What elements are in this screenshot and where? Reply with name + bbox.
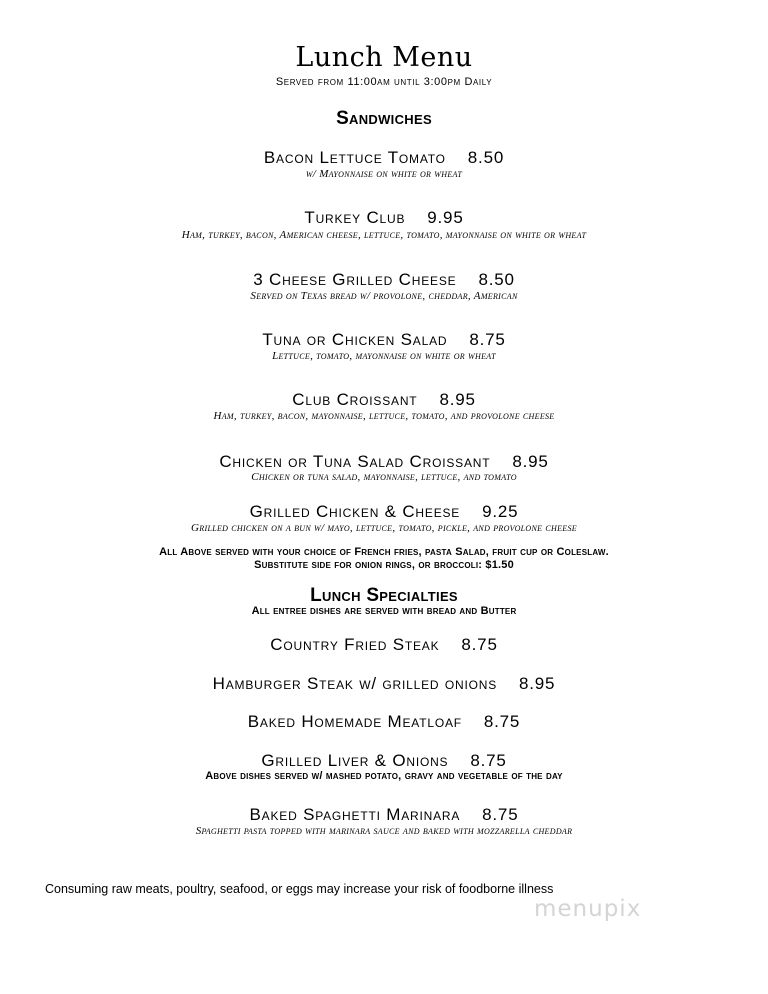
menu-item-description: Lettuce, tomato, mayonnaise on white or wheat: [272, 350, 496, 362]
menu-item-name: Baked Homemade Meatloaf: [247, 712, 462, 731]
page-title: Lunch Menu: [295, 42, 473, 73]
menu-item-price: 9.25: [482, 502, 519, 521]
serving-hours: Served from 11:00am until 3:00pm Daily: [275, 76, 493, 88]
menu-item-name: Turkey Club: [304, 208, 406, 227]
menu-item-name: Baked Spaghetti Marinara: [249, 805, 461, 824]
menu-item-price: 8.95: [439, 390, 476, 409]
dishes-side-note: Above dishes served w/ mashed potato, gravy and vegetable of the day: [205, 770, 563, 782]
menu-item-price: 8.95: [519, 674, 556, 693]
menu-item-description: Spaghetti pasta topped with marinara sauce and baked with mozzarella cheddar: [195, 825, 573, 837]
menu-item: [0, 390, 768, 410]
menu-item-name: Tuna or Chicken Salad: [262, 330, 448, 349]
substitute-note: Substitute side for onion rings, or broccoli: $1.50: [254, 559, 514, 571]
menu-item-name: Country Fried Steak: [270, 635, 440, 654]
menu-item: [0, 148, 768, 168]
menu-item-description: Chicken or tuna salad, mayonnaise, lettuce, and tomato: [251, 471, 517, 483]
menu-item: [0, 751, 768, 771]
menu-item-name: Bacon Lettuce Tomato: [263, 148, 446, 167]
menu-item: [0, 635, 768, 655]
menu-item-price: 8.75: [470, 751, 507, 770]
menu-item-price: 8.75: [483, 712, 521, 731]
menu-item-name: Grilled Chicken & Cheese: [249, 502, 461, 521]
menu-item-name: Chicken or Tuna Salad Croissant: [219, 452, 491, 471]
menu-item-description: w/ Mayonnaise on white or wheat: [305, 168, 463, 180]
section-heading-sandwiches: Sandwiches: [336, 108, 432, 129]
menu-item-description: Grilled chicken on a bun w/ mayo, lettuce, tomato, pickle, and provolone cheese: [191, 522, 577, 534]
menu-item-description: Ham, turkey, bacon, mayonnaise, lettuce, tomato, and provolone cheese: [213, 410, 555, 422]
menu-item-name: Club Croissant: [292, 390, 418, 409]
menu-item: [0, 330, 768, 350]
menu-item-name: 3 Cheese Grilled Cheese: [253, 270, 457, 289]
menu-item: [0, 674, 768, 694]
menu-item: [0, 208, 768, 228]
menu-item-price: 8.50: [478, 270, 515, 289]
menu-item: [0, 502, 768, 522]
section-heading-specialties: Lunch Specialties: [310, 585, 458, 606]
watermark: menupix: [534, 896, 642, 922]
menu-item: [0, 712, 768, 732]
foodborne-illness-warning: Consuming raw meats, poultry, seafood, or eggs may increase your risk of foodborne illness: [45, 882, 554, 896]
specialties-subheading: All entree dishes are served with bread and Butter: [251, 605, 517, 617]
menu-item-price: 8.50: [467, 148, 505, 167]
menu-item-name: Hamburger Steak w/ grilled onions: [212, 674, 498, 693]
menu-item: [0, 805, 768, 825]
sides-note: All Above served with your choice of French fries, pasta Salad, fruit cup or Coleslaw.: [159, 546, 609, 558]
menu-item-price: 8.95: [512, 452, 549, 471]
menu-item-price: 9.95: [427, 208, 464, 227]
menu-item: [0, 452, 768, 472]
menu-item-name: Grilled Liver & Onions: [261, 751, 449, 770]
menu-item-description: Ham, turkey, bacon, American cheese, lettuce, tomato, mayonnaise on white or wheat: [181, 229, 587, 241]
menu-item-description: Served on Texas bread w/ provolone, cheddar, American: [250, 290, 518, 302]
menu-item-price: 8.75: [469, 330, 506, 349]
menu-item-price: 8.75: [461, 635, 498, 654]
menu-item: [0, 270, 768, 290]
menu-item-price: 8.75: [482, 805, 519, 824]
